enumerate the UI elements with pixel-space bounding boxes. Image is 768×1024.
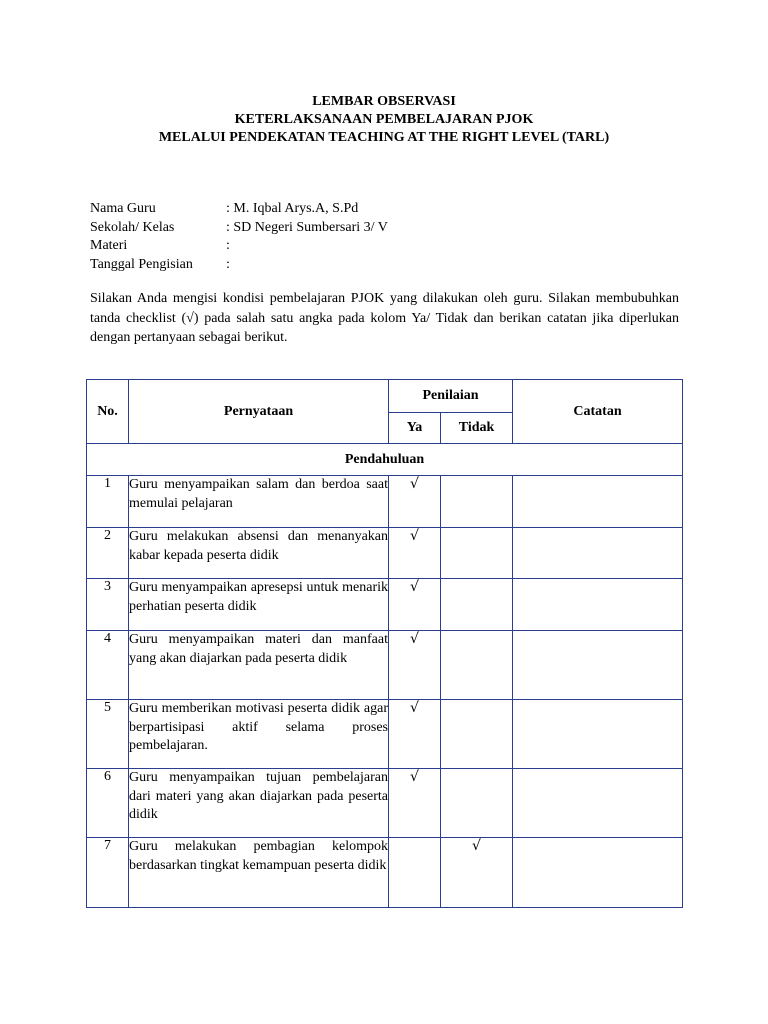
yes-cell[interactable]: √ bbox=[389, 528, 441, 579]
document-title bbox=[0, 93, 768, 147]
info-row-school-class bbox=[90, 219, 388, 238]
teacher-info bbox=[90, 200, 388, 274]
no-cell[interactable] bbox=[441, 579, 513, 631]
info-value: : M. Iqbal Arys.A, S.Pd bbox=[226, 201, 359, 216]
header-no: No. bbox=[87, 380, 129, 444]
row-number: 6 bbox=[87, 769, 129, 838]
notes-cell[interactable] bbox=[513, 476, 683, 528]
title-line-2: KETERLAKSANAAN PEMBELAJARAN PJOK bbox=[234, 112, 534, 127]
yes-cell[interactable]: √ bbox=[389, 769, 441, 838]
notes-cell[interactable] bbox=[513, 631, 683, 700]
notes-cell[interactable] bbox=[513, 579, 683, 631]
notes-cell[interactable] bbox=[513, 769, 683, 838]
row-statement: Guru melakukan pembagian kelompok berdasarkan tingkat kemampuan peserta didik bbox=[129, 838, 389, 908]
table-row bbox=[87, 838, 683, 908]
info-label: Tanggal Pengisian bbox=[90, 256, 193, 272]
info-row-teacher bbox=[90, 200, 388, 219]
info-label: Nama Guru bbox=[90, 201, 156, 216]
no-cell[interactable] bbox=[441, 476, 513, 528]
header-yes: Ya bbox=[389, 413, 441, 444]
info-value: : bbox=[226, 238, 230, 253]
row-statement: Guru menyampaikan materi dan manfaat yang akan diajarkan pada peserta didik bbox=[129, 631, 389, 700]
row-statement: Guru melakukan absensi dan menanyakan kabar kepada peserta didik bbox=[129, 528, 389, 579]
row-number: 3 bbox=[87, 579, 129, 631]
row-statement: Guru memberikan motivasi peserta didik agar berpartisipasi aktif selama proses pembelajaran. bbox=[129, 700, 389, 769]
instructions-paragraph: Silakan Anda mengisi kondisi pembelajaran PJOK yang dilakukan oleh guru. Silakan membubuhkan tanda checklist (√) pada salah satu angka pada kolom Ya/ Tidak dan berikan catatan jika diperlukan dengan pertanyaan sebagai berikut. bbox=[90, 291, 679, 345]
row-number: 7 bbox=[87, 838, 129, 908]
no-cell[interactable] bbox=[441, 528, 513, 579]
info-value: : SD Negeri Sumbersari 3/ V bbox=[226, 219, 388, 235]
row-number: 4 bbox=[87, 631, 129, 700]
table-row bbox=[87, 769, 683, 838]
notes-cell[interactable] bbox=[513, 700, 683, 769]
header-notes: Catatan bbox=[513, 380, 683, 444]
section-header-introduction: Pendahuluan bbox=[87, 444, 683, 476]
notes-cell[interactable] bbox=[513, 528, 683, 579]
yes-cell[interactable]: √ bbox=[389, 631, 441, 700]
table-row bbox=[87, 631, 683, 700]
yes-cell[interactable] bbox=[389, 838, 441, 908]
row-statement: Guru menyampaikan apresepsi untuk menarik perhatian peserta didik bbox=[129, 579, 389, 631]
row-statement: Guru menyampaikan tujuan pembelajaran dari materi yang akan diajarkan pada peserta didik bbox=[129, 769, 389, 838]
observation-table bbox=[86, 379, 683, 908]
no-cell[interactable]: √ bbox=[441, 838, 513, 908]
table-row bbox=[87, 476, 683, 528]
header-assessment: Penilaian bbox=[389, 380, 513, 413]
table-row bbox=[87, 700, 683, 769]
info-value: : bbox=[226, 256, 230, 272]
row-number: 5 bbox=[87, 700, 129, 769]
row-number: 1 bbox=[87, 476, 129, 528]
info-label: Materi bbox=[90, 238, 128, 253]
yes-cell[interactable]: √ bbox=[389, 700, 441, 769]
notes-cell[interactable] bbox=[513, 838, 683, 908]
row-statement: Guru menyampaikan salam dan berdoa saat memulai pelajaran bbox=[129, 476, 389, 528]
table-row bbox=[87, 579, 683, 631]
no-cell[interactable] bbox=[441, 631, 513, 700]
row-number: 2 bbox=[87, 528, 129, 579]
info-label: Sekolah/ Kelas bbox=[90, 219, 175, 235]
info-row-material bbox=[90, 237, 388, 256]
table-row bbox=[87, 528, 683, 579]
no-cell[interactable] bbox=[441, 700, 513, 769]
yes-cell[interactable]: √ bbox=[389, 476, 441, 528]
header-statement: Pernyataan bbox=[129, 380, 389, 444]
info-row-date bbox=[90, 256, 388, 275]
yes-cell[interactable]: √ bbox=[389, 579, 441, 631]
header-no-option: Tidak bbox=[441, 413, 513, 444]
no-cell[interactable] bbox=[441, 769, 513, 838]
title-line-3: MELALUI PENDEKATAN TEACHING AT THE RIGHT LEVEL (TARL) bbox=[158, 130, 610, 145]
title-line-1: LEMBAR OBSERVASI bbox=[312, 94, 456, 109]
